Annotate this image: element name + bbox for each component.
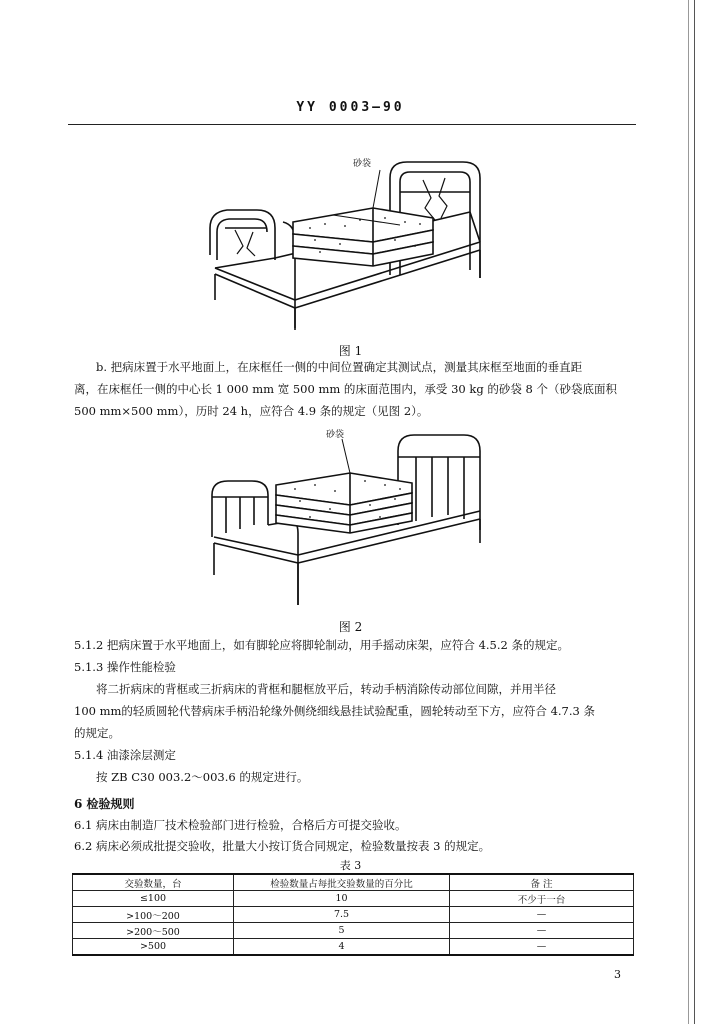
table-cell: >200～500 [73, 923, 234, 939]
table-cell: ≤100 [73, 891, 234, 907]
table-cell: 不少于一台 [450, 891, 634, 907]
table-row [73, 923, 634, 939]
figure-2 [200, 425, 495, 613]
sandbag-label-2: 砂袋 [326, 430, 345, 440]
table-cell: >100～200 [73, 907, 234, 923]
page-number: 3 [614, 968, 621, 981]
bed-with-sandbags-illustration-1 [195, 150, 505, 335]
table-header-row [73, 874, 634, 891]
paragraph-b-line-2: 离，在床框任一侧的中心长 1 000 mm 宽 500 mm 的床面范围内，承受 30 kg 的砂袋 8 个（砂袋底面积 [74, 382, 617, 396]
section-5-1-4 [74, 744, 634, 788]
table-header-cell: 备 注 [450, 874, 634, 891]
paragraph-b-line-3: 500 mm×500 mm），历时 24 h，应符合 4.9 条的规定（见图 2）。 [74, 404, 429, 418]
table-row [73, 939, 634, 956]
section-5-1-4-title: 5.1.4 油漆涂层测定 [74, 748, 176, 762]
table-cell: 10 [234, 891, 450, 907]
section-5-1-4-body: 按 ZB C30 003.2～003.6 的规定进行。 [96, 770, 309, 784]
section-5-1-3-title: 5.1.3 操作性能检验 [74, 660, 176, 674]
section-6-2: 6.2 病床必须成批提交验收，批量大小按订货合同规定，检验数量按表 3 的规定。 [74, 839, 491, 853]
section-6-1: 6.1 病床由制造厂技术检验部门进行检验，合格后方可提交验收。 [74, 818, 407, 832]
header-rule [68, 124, 636, 125]
section-5-1-2: 5.1.2 把病床置于水平地面上，如有脚轮应将脚轮制动，用手摇动床架，应符合 4.5.2 条的规定。 [74, 638, 569, 652]
section-6-heading: 6 检验规则 [74, 797, 135, 811]
section-5-1-3 [74, 656, 634, 744]
section-5-1-3-line-1: 将二折病床的背框或三折病床的背框和腿框放平后，转动手柄消除传动部位间隙，并用半径 [96, 682, 556, 696]
section-5-1-3-line-3: 的规定。 [74, 726, 120, 740]
figure-2-caption: 图 2 [338, 620, 363, 634]
table-row [73, 891, 634, 907]
table-cell: 4 [234, 939, 450, 956]
table-cell: 7.5 [234, 907, 450, 923]
figure-1-caption: 图 1 [338, 344, 363, 358]
sandbag-label-1: 砂袋 [353, 159, 372, 169]
figure-1 [195, 150, 505, 335]
paragraph-b-line-1: b. 把病床置于水平地面上，在床框任一侧的中间位置确定其测试点，测量其床框至地面的垂直距 [96, 360, 583, 374]
table-cell: 5 [234, 923, 450, 939]
table-row [73, 907, 634, 923]
table-header-cell: 交验数量，台 [73, 874, 234, 891]
table-cell: — [450, 923, 634, 939]
table-3-caption: 表 3 [339, 859, 362, 872]
table-header-cell: 检验数量占每批交验数量的百分比 [234, 874, 450, 891]
table-cell: — [450, 907, 634, 923]
section-5-1-3-line-2: 100 mm的轻质圆轮代替病床手柄沿轮缘外侧绕细线悬挂试验配重，圆轮转动至下方，应符合 4.7.3 条 [74, 704, 595, 718]
standard-code-header: YY 0003—90 [296, 100, 405, 115]
table-cell: — [450, 939, 634, 956]
table-3 [72, 873, 634, 956]
bed-with-sandbags-illustration-2 [200, 425, 495, 613]
table-cell: >500 [73, 939, 234, 956]
paragraph-b [74, 356, 634, 422]
